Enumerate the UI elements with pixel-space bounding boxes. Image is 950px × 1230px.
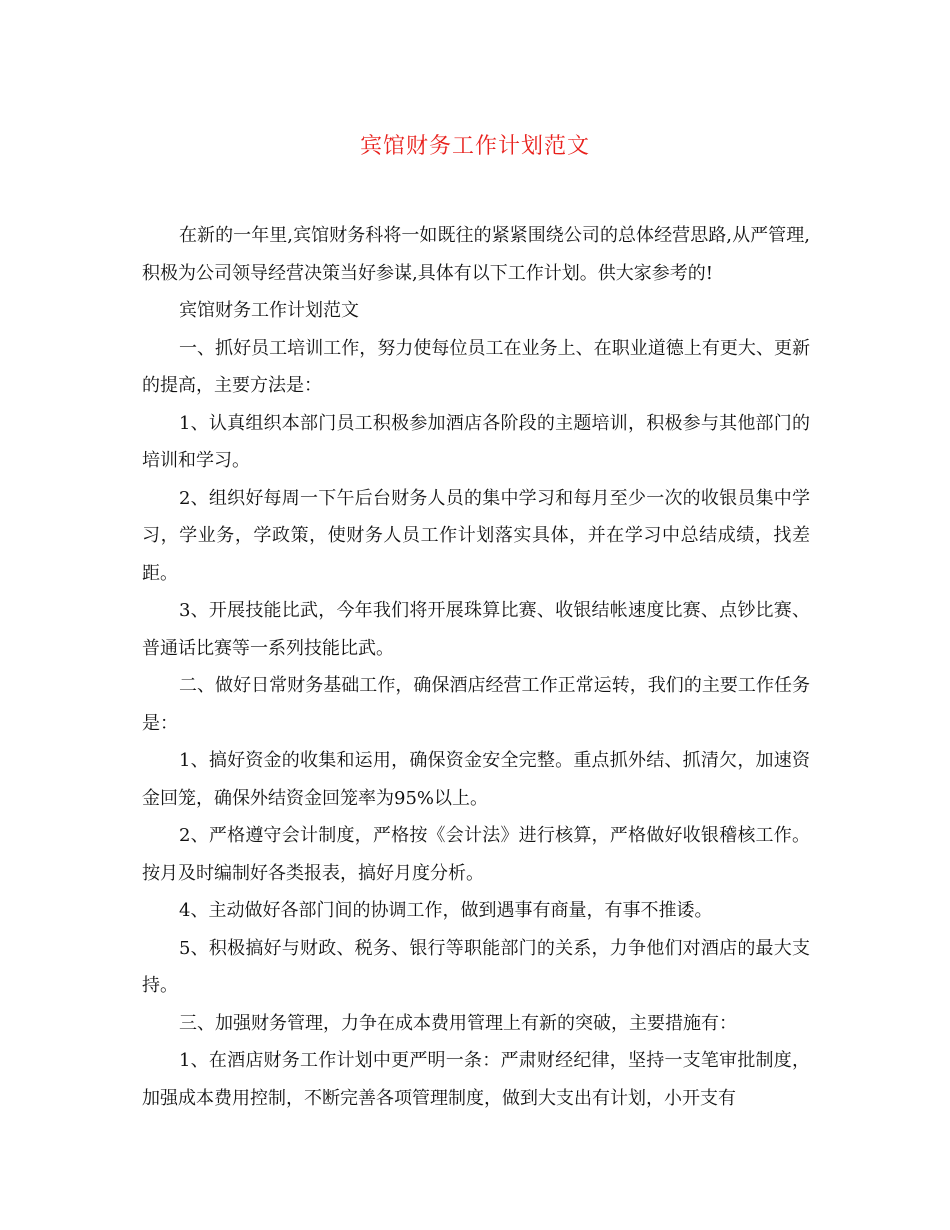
- paragraph-item: 4、主动做好各部门间的协调工作，做到遇事有商量，有事不推诿。: [179, 900, 713, 921]
- paragraph-item: 1、搞好资金的收集和运用，确保资金安全完整。重点抓外结、抓清欠，加速资金回笼，确保外结资金回笼率为95%以上。: [142, 750, 810, 809]
- document-body: [142, 217, 810, 1117]
- paragraph-item: 1、认真组织本部门员工积极参加酒店各阶段的主题培训，积极参与其他部门的培训和学习。: [142, 412, 810, 471]
- paragraph-section-1: 一、抓好员工培训工作，努力使每位员工在业务上、在职业道德上有更大、更新的提高，主要方法是：: [142, 337, 810, 396]
- paragraph-item: 2、严格遵守会计制度，严格按《会计法》进行核算，严格做好收银稽核工作。按月及时编制好各类报表，搞好月度分析。: [142, 825, 810, 884]
- paragraph-section-3: 三、加强财务管理，力争在成本费用管理上有新的突破，主要措施有：: [179, 1012, 737, 1034]
- paragraph-item: 2、组织好每周一下午后台财务人员的集中学习和每月至少一次的收银员集中学习，学业务，学政策，使财务人员工作计划落实具体，并在学习中总结成绩，找差距。: [142, 487, 810, 584]
- paragraph-intro: 在新的一年里,宾馆财务科将一如既往的紧紧围绕公司的总体经营思路,从严管理,积极为公司领导经营决策当好参谋,具体有以下工作计划。供大家参考的!: [142, 225, 810, 284]
- document-title: 宾馆财务工作计划范文: [359, 134, 590, 159]
- paragraph-section-2: 二、做好日常财务基础工作，确保酒店经营工作正常运转，我们的主要工作任务是：: [142, 675, 810, 734]
- paragraph-item: 5、积极搞好与财政、税务、银行等职能部门的关系，力争他们对酒店的最大支持。: [142, 937, 810, 996]
- paragraph-item: 1、在酒店财务工作计划中更严明一条：严肃财经纪律，坚持一支笔审批制度，加强成本费用控制，不断完善各项管理制度，做到大支出有计划，小开支有: [142, 1050, 810, 1109]
- paragraph-item: 3、开展技能比武，今年我们将开展珠算比赛、收银结帐速度比赛、点钞比赛、普通话比赛等一系列技能比武。: [142, 600, 810, 659]
- paragraph-subtitle: 宾馆财务工作计划范文: [179, 300, 359, 321]
